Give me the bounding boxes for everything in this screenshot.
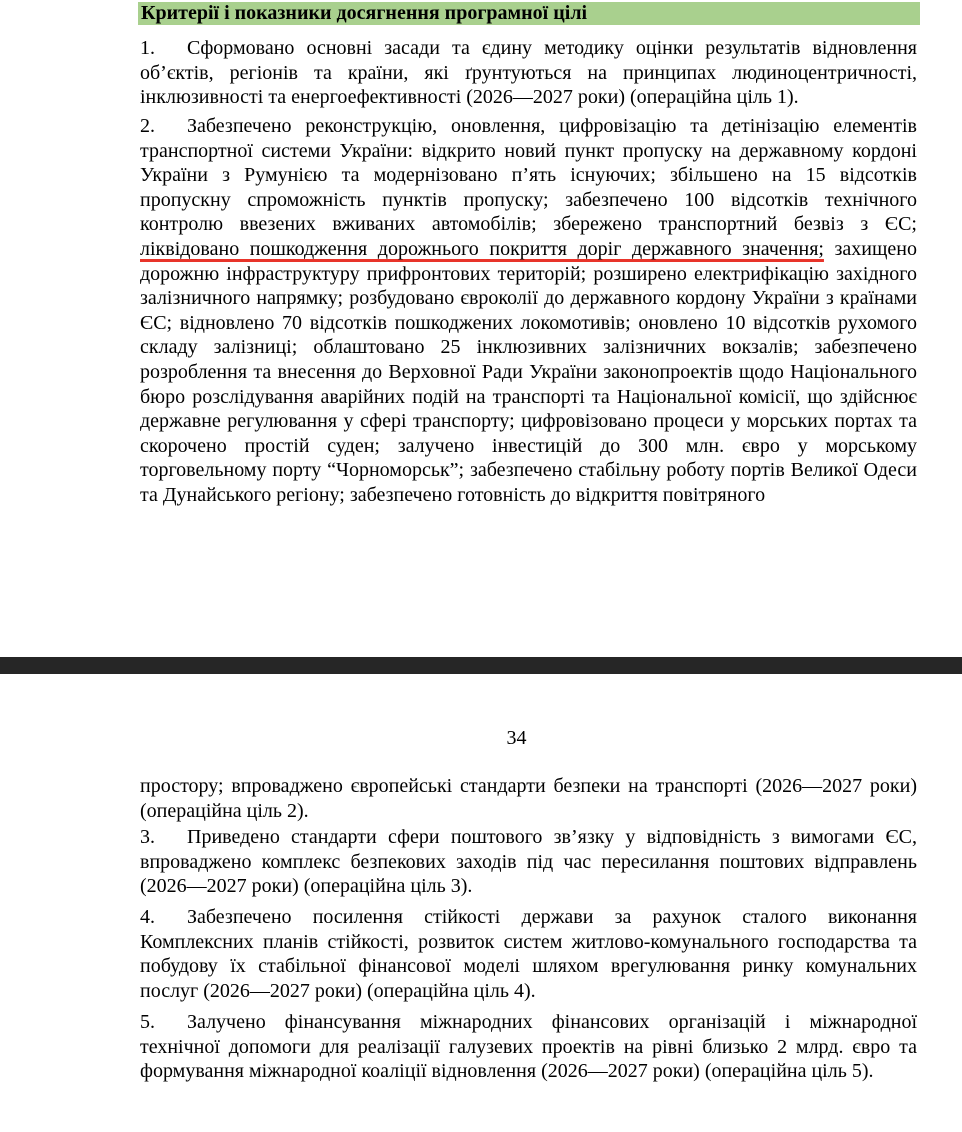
item-number: 2. [140,115,155,137]
highlighted-text: ліквідовано пошкодження дорожнього покриття доріг державного значення; [140,237,824,260]
item-text: Приведено стандарти сфери поштового зв’язку у відповідність з вимогами ЄС, впроваджено комплекс безпекових заходів під час пересилання поштових відправлень (2026—2027 роки) (операційна ціль 3). [140,826,917,898]
criterion-item-2 [140,114,917,508]
item-number: 3. [140,826,155,848]
criterion-item-5 [140,1010,917,1084]
item-number: 4. [140,906,155,928]
item-text: Забезпечено посилення стійкості держави за рахунок сталого виконання Комплексних планів стійкості, розвиток систем житлово-комунального господарства та побудову їх стабільної фінансової моделі шляхом врегулювання ринку комунальних послуг (2026—2027 роки) (операційна ціль 4). [140,906,917,1002]
item-number: 1. [140,37,155,59]
criterion-item-1 [140,36,917,110]
section-heading: Критерії і показники досягнення програмної цілі [138,2,920,25]
item-text-after: захищено дорожню інфраструктуру прифронтових територій; розширено електрифікацію західного залізничного напрямку; розбудовано євроколії до державного кордону України з країнами ЄС; відновлено 70 відсотків пошкоджених локомотивів; оновлено 10 відсотків рухомого складу залізниці; облаштовано 25 інклюзивних залізничних вокзалів; забезпечено розроблення та внесення до Верховної Ради України законопроектів щодо Національного бюро розслідування аварійних подій на транспорті та Національної комісії, що здійснює державне регулювання у сфері транспорту; цифровізовано процеси у морських портах та скорочено простій суден; залучено інвестицій до 300 млн. євро у морському торговельному порту “Чорноморськ”; забезпечено стабільну роботу портів Великої Одеси та Дунайського регіону; забезпечено готовність до відкриття повітряного [140,237,917,506]
item-text: Сформовано основні засади та єдину методику оцінки результатів відновлення об’єктів, регіонів та країни, які ґрунтуються на принципах людиноцентричності, інклюзивності та енергоефективності (2026—2027 роки) (операційна ціль 1). [140,37,917,109]
item-number: 5. [140,1011,155,1033]
criterion-item-4 [140,905,917,1003]
page-number: 34 [506,727,527,749]
page-separator [0,657,962,674]
continuation-text: простору; впроваджено європейські стандарти безпеки на транспорті (2026—2027 роки) (операційна ціль 2). [140,775,917,822]
item-text-before: Забезпечено реконструкцію, оновлення, цифровізацію та детінізацію елементів транспортної системи України: відкрито новий пункт пропуску на державному кордоні України з Румунією та модернізовано п’ять існуючих; збільшено на 15 відсотків пропускну спроможність пунктів пропуску; забезпечено 100 відсотків технічного контролю ввезених вживаних автомобілів; збережено транспортний безвіз з ЄС; [140,115,917,236]
criterion-item-3 [140,825,917,899]
item-text: Залучено фінансування міжнародних фінансових організацій і міжнародної технічної допомоги для реалізації галузевих проектів на рівні близько 2 млрд. євро та формування міжнародної коаліції відновлення (2026—2027 роки) (операційна ціль 5). [140,1011,917,1083]
